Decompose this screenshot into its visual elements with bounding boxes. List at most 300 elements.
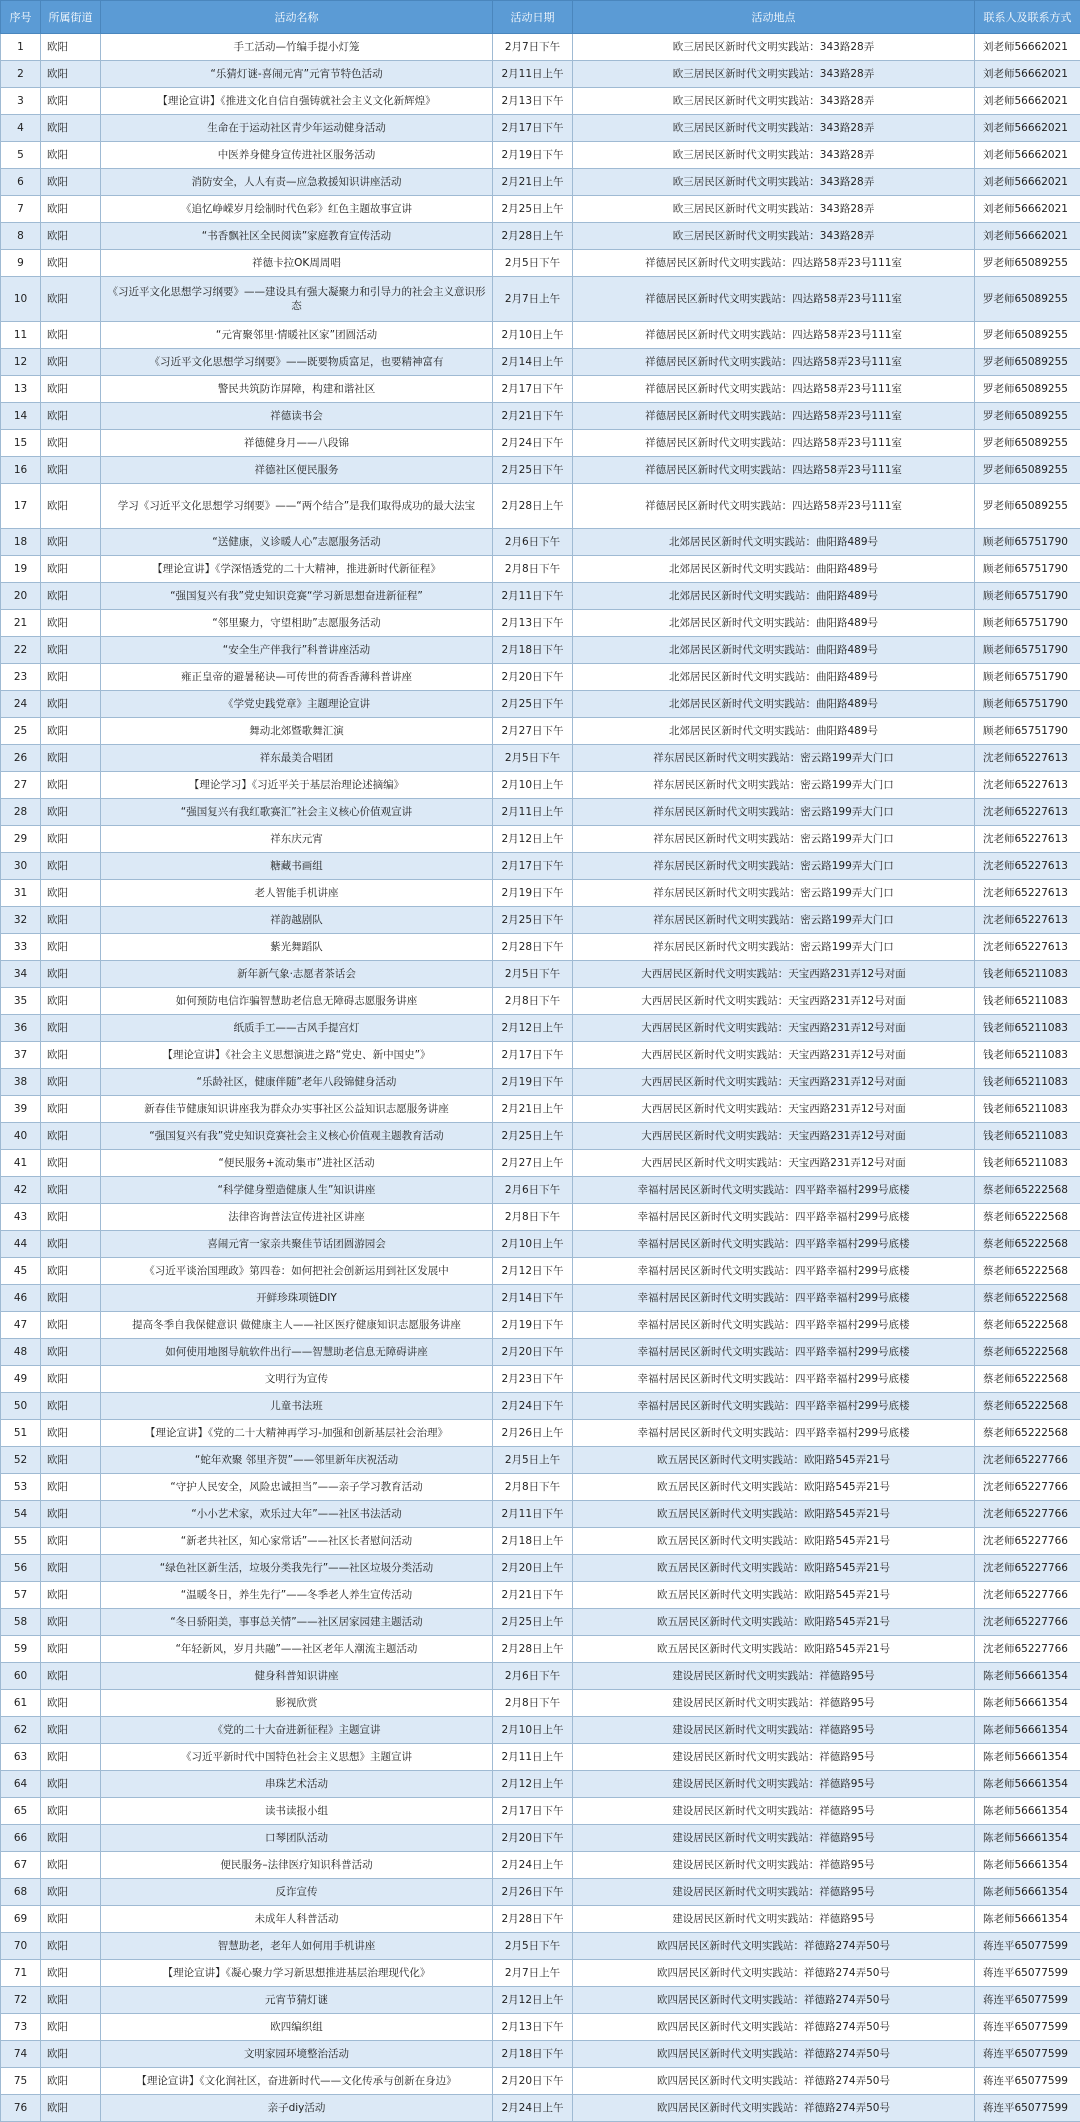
cell-activity-name: “科学健身塑造健康人生”知识讲座 — [101, 1177, 493, 1204]
table-row — [1, 1393, 1080, 1420]
cell-activity-date: 2月12日上午 — [493, 1987, 573, 2014]
cell-activity-date: 2月20日下午 — [493, 2068, 573, 2095]
cell-activity-location: 祥德居民区新时代文明实践站：四达路58弄23号111室 — [573, 250, 975, 277]
cell-activity-location: 幸福村居民区新时代文明实践站：四平路幸福村299号底楼 — [573, 1204, 975, 1231]
table-row — [1, 1825, 1080, 1852]
cell-activity-location: 北郊居民区新时代文明实践站：曲阳路489号 — [573, 637, 975, 664]
cell-street: 欧阳 — [41, 1636, 101, 1663]
cell-index: 66 — [1, 1825, 41, 1852]
cell-street: 欧阳 — [41, 1987, 101, 2014]
cell-street: 欧阳 — [41, 529, 101, 556]
cell-activity-location: 欧五居民区新时代文明实践站：欧阳路545弄21号 — [573, 1501, 975, 1528]
table-row — [1, 142, 1080, 169]
cell-street: 欧阳 — [41, 1906, 101, 1933]
cell-street: 欧阳 — [41, 1501, 101, 1528]
cell-activity-name: 雍正皇帝的避暑秘诀—可传世的荷香香薄科普讲座 — [101, 664, 493, 691]
table-row — [1, 556, 1080, 583]
cell-activity-location: 祥德居民区新时代文明实践站：四达路58弄23号111室 — [573, 403, 975, 430]
cell-contact: 蒋连平65077599 — [975, 1987, 1080, 2014]
cell-street: 欧阳 — [41, 1825, 101, 1852]
cell-street: 欧阳 — [41, 223, 101, 250]
cell-contact: 刘老师56662021 — [975, 115, 1080, 142]
cell-index: 36 — [1, 1015, 41, 1042]
cell-contact: 钱老师65211083 — [975, 1015, 1080, 1042]
table-row — [1, 718, 1080, 745]
table-row — [1, 610, 1080, 637]
cell-activity-name: 文明家园环境整治活动 — [101, 2041, 493, 2068]
cell-contact: 罗老师65089255 — [975, 250, 1080, 277]
cell-activity-name: 影视欣赏 — [101, 1690, 493, 1717]
cell-contact: 蒋连平65077599 — [975, 1933, 1080, 1960]
cell-activity-name: “元宵聚邻里·情暖社区家”团圆活动 — [101, 322, 493, 349]
cell-contact: 罗老师65089255 — [975, 349, 1080, 376]
cell-street: 欧阳 — [41, 115, 101, 142]
cell-activity-name: 糖藏书画组 — [101, 853, 493, 880]
cell-activity-location: 建设居民区新时代文明实践站：祥德路95号 — [573, 1690, 975, 1717]
cell-activity-date: 2月28日下午 — [493, 1906, 573, 1933]
cell-activity-location: 幸福村居民区新时代文明实践站：四平路幸福村299号底楼 — [573, 1312, 975, 1339]
cell-activity-location: 建设居民区新时代文明实践站：祥德路95号 — [573, 1906, 975, 1933]
cell-activity-location: 欧四居民区新时代文明实践站：祥德路274弄50号 — [573, 2068, 975, 2095]
table-row — [1, 1258, 1080, 1285]
cell-activity-date: 2月28日上午 — [493, 484, 573, 529]
cell-street: 欧阳 — [41, 1285, 101, 1312]
cell-contact: 沈老师65227613 — [975, 772, 1080, 799]
cell-activity-date: 2月11日上午 — [493, 799, 573, 826]
cell-activity-date: 2月18日上午 — [493, 1528, 573, 1555]
cell-index: 24 — [1, 691, 41, 718]
header-activity-date: 活动日期 — [493, 1, 573, 34]
table-row — [1, 1960, 1080, 1987]
cell-activity-name: 祥德社区便民服务 — [101, 457, 493, 484]
cell-activity-name: “强国复兴有我”党史知识竞赛社会主义核心价值观主题教育活动 — [101, 1123, 493, 1150]
cell-activity-location: 幸福村居民区新时代文明实践站：四平路幸福村299号底楼 — [573, 1420, 975, 1447]
cell-activity-name: 开鲜珍珠项链DIY — [101, 1285, 493, 1312]
cell-street: 欧阳 — [41, 1447, 101, 1474]
cell-index: 49 — [1, 1366, 41, 1393]
cell-contact: 沈老师65227766 — [975, 1447, 1080, 1474]
cell-activity-location: 欧五居民区新时代文明实践站：欧阳路545弄21号 — [573, 1636, 975, 1663]
table-row — [1, 1447, 1080, 1474]
cell-index: 1 — [1, 34, 41, 61]
cell-activity-name: 《习近平谈治国理政》第四卷：如何把社会创新运用到社区发展中 — [101, 1258, 493, 1285]
table-row — [1, 961, 1080, 988]
cell-street: 欧阳 — [41, 907, 101, 934]
cell-activity-date: 2月20日上午 — [493, 1555, 573, 1582]
cell-index: 63 — [1, 1744, 41, 1771]
table-row — [1, 1420, 1080, 1447]
cell-activity-name: 警民共筑防诈屏障，构建和谐社区 — [101, 376, 493, 403]
cell-activity-date: 2月12日下午 — [493, 1258, 573, 1285]
cell-activity-location: 祥东居民区新时代文明实践站：密云路199弄大门口 — [573, 772, 975, 799]
cell-activity-location: 欧四居民区新时代文明实践站：祥德路274弄50号 — [573, 2095, 975, 2122]
cell-index: 23 — [1, 664, 41, 691]
cell-contact: 顾老师65751790 — [975, 691, 1080, 718]
cell-street: 欧阳 — [41, 403, 101, 430]
cell-activity-date: 2月24日上午 — [493, 2095, 573, 2122]
cell-activity-name: 消防安全，人人有责—应急救援知识讲座活动 — [101, 169, 493, 196]
cell-activity-name: “强国复兴有我红歌赛汇”社会主义核心价值观宣讲 — [101, 799, 493, 826]
cell-index: 46 — [1, 1285, 41, 1312]
table-row — [1, 1933, 1080, 1960]
cell-index: 3 — [1, 88, 41, 115]
cell-contact: 蔡老师65222568 — [975, 1366, 1080, 1393]
cell-activity-location: 欧三居民区新时代文明实践站：343路28弄 — [573, 61, 975, 88]
table-row — [1, 403, 1080, 430]
cell-activity-name: “小小艺术家，欢乐过大年”——社区书法活动 — [101, 1501, 493, 1528]
table-row — [1, 322, 1080, 349]
table-row — [1, 853, 1080, 880]
cell-activity-date: 2月24日上午 — [493, 1852, 573, 1879]
table-row — [1, 349, 1080, 376]
cell-street: 欧阳 — [41, 556, 101, 583]
cell-activity-location: 祥德居民区新时代文明实践站：四达路58弄23号111室 — [573, 457, 975, 484]
cell-contact: 沈老师65227766 — [975, 1555, 1080, 1582]
cell-street: 欧阳 — [41, 1798, 101, 1825]
cell-contact: 沈老师65227613 — [975, 745, 1080, 772]
cell-index: 22 — [1, 637, 41, 664]
cell-index: 17 — [1, 484, 41, 529]
cell-street: 欧阳 — [41, 1717, 101, 1744]
cell-activity-name: 欧四编织组 — [101, 2014, 493, 2041]
cell-activity-location: 幸福村居民区新时代文明实践站：四平路幸福村299号底楼 — [573, 1366, 975, 1393]
cell-index: 70 — [1, 1933, 41, 1960]
cell-activity-location: 欧三居民区新时代文明实践站：343路28弄 — [573, 223, 975, 250]
cell-street: 欧阳 — [41, 772, 101, 799]
cell-index: 43 — [1, 1204, 41, 1231]
cell-activity-name: 祥德卡拉OK周周唱 — [101, 250, 493, 277]
cell-activity-location: 欧五居民区新时代文明实践站：欧阳路545弄21号 — [573, 1582, 975, 1609]
table-row — [1, 637, 1080, 664]
cell-activity-location: 祥东居民区新时代文明实践站：密云路199弄大门口 — [573, 799, 975, 826]
cell-activity-name: 如何使用地图导航软件出行——智慧助老信息无障碍讲座 — [101, 1339, 493, 1366]
cell-contact: 刘老师56662021 — [975, 34, 1080, 61]
cell-index: 39 — [1, 1096, 41, 1123]
cell-contact: 沈老师65227766 — [975, 1474, 1080, 1501]
cell-activity-location: 欧四居民区新时代文明实践站：祥德路274弄50号 — [573, 2041, 975, 2068]
table-row — [1, 1501, 1080, 1528]
cell-activity-name: 读书读报小组 — [101, 1798, 493, 1825]
cell-contact: 顾老师65751790 — [975, 529, 1080, 556]
cell-index: 53 — [1, 1474, 41, 1501]
table-row — [1, 1717, 1080, 1744]
cell-activity-date: 2月27日上午 — [493, 1150, 573, 1177]
cell-index: 35 — [1, 988, 41, 1015]
table-row — [1, 1744, 1080, 1771]
cell-contact: 蒋连平65077599 — [975, 1960, 1080, 1987]
cell-activity-location: 祥东居民区新时代文明实践站：密云路199弄大门口 — [573, 934, 975, 961]
cell-street: 欧阳 — [41, 1015, 101, 1042]
cell-street: 欧阳 — [41, 799, 101, 826]
cell-activity-location: 大西居民区新时代文明实践站：天宝西路231弄12号对面 — [573, 961, 975, 988]
cell-activity-location: 祥德居民区新时代文明实践站：四达路58弄23号111室 — [573, 277, 975, 322]
cell-activity-name: 提高冬季自我保健意识 做健康主人——社区医疗健康知识志愿服务讲座 — [101, 1312, 493, 1339]
cell-index: 64 — [1, 1771, 41, 1798]
cell-street: 欧阳 — [41, 1528, 101, 1555]
cell-activity-date: 2月5日上午 — [493, 1447, 573, 1474]
table-row — [1, 196, 1080, 223]
cell-activity-name: 《习近平新时代中国特色社会主义思想》主题宣讲 — [101, 1744, 493, 1771]
cell-activity-date: 2月7日上午 — [493, 1960, 573, 1987]
table-row — [1, 1582, 1080, 1609]
cell-street: 欧阳 — [41, 1420, 101, 1447]
cell-activity-location: 祥德居民区新时代文明实践站：四达路58弄23号111室 — [573, 376, 975, 403]
cell-activity-date: 2月8日下午 — [493, 1474, 573, 1501]
cell-contact: 钱老师65211083 — [975, 1096, 1080, 1123]
cell-activity-date: 2月25日下午 — [493, 907, 573, 934]
cell-contact: 蔡老师65222568 — [975, 1204, 1080, 1231]
cell-activity-location: 欧五居民区新时代文明实践站：欧阳路545弄21号 — [573, 1528, 975, 1555]
cell-activity-date: 2月11日上午 — [493, 61, 573, 88]
cell-contact: 沈老师65227766 — [975, 1636, 1080, 1663]
cell-street: 欧阳 — [41, 1258, 101, 1285]
cell-activity-date: 2月19日下午 — [493, 1069, 573, 1096]
cell-activity-date: 2月5日下午 — [493, 250, 573, 277]
cell-contact: 罗老师65089255 — [975, 403, 1080, 430]
cell-contact: 陈老师56661354 — [975, 1717, 1080, 1744]
cell-street: 欧阳 — [41, 1744, 101, 1771]
cell-index: 6 — [1, 169, 41, 196]
cell-activity-name: “温暖冬日，养生先行”——冬季老人养生宣传活动 — [101, 1582, 493, 1609]
cell-contact: 沈老师65227613 — [975, 880, 1080, 907]
cell-activity-name: “便民服务+流动集市”进社区活动 — [101, 1150, 493, 1177]
cell-index: 18 — [1, 529, 41, 556]
cell-street: 欧阳 — [41, 1663, 101, 1690]
table-header — [1, 1, 1080, 34]
cell-contact: 钱老师65211083 — [975, 1042, 1080, 1069]
cell-activity-date: 2月6日下午 — [493, 529, 573, 556]
cell-street: 欧阳 — [41, 349, 101, 376]
table-row — [1, 772, 1080, 799]
cell-index: 25 — [1, 718, 41, 745]
cell-activity-name: 健身科普知识讲座 — [101, 1663, 493, 1690]
cell-index: 45 — [1, 1258, 41, 1285]
cell-contact: 沈老师65227766 — [975, 1582, 1080, 1609]
cell-contact: 蒋连平65077599 — [975, 2041, 1080, 2068]
cell-contact: 沈老师65227613 — [975, 799, 1080, 826]
cell-activity-location: 欧三居民区新时代文明实践站：343路28弄 — [573, 115, 975, 142]
cell-activity-name: “安全生产伴我行”科普讲座活动 — [101, 637, 493, 664]
cell-activity-date: 2月8日下午 — [493, 1204, 573, 1231]
cell-index: 47 — [1, 1312, 41, 1339]
cell-contact: 刘老师56662021 — [975, 196, 1080, 223]
cell-activity-location: 祥东居民区新时代文明实践站：密云路199弄大门口 — [573, 826, 975, 853]
table-row — [1, 1987, 1080, 2014]
cell-street: 欧阳 — [41, 1096, 101, 1123]
table-row — [1, 1906, 1080, 1933]
table-row — [1, 1798, 1080, 1825]
cell-activity-date: 2月25日下午 — [493, 691, 573, 718]
cell-contact: 刘老师56662021 — [975, 88, 1080, 115]
cell-activity-name: 【理论宣讲】《党的二十大精神再学习-加强和创新基层社会治理》 — [101, 1420, 493, 1447]
cell-activity-date: 2月26日上午 — [493, 1420, 573, 1447]
cell-activity-date: 2月10日上午 — [493, 1717, 573, 1744]
cell-contact: 钱老师65211083 — [975, 1123, 1080, 1150]
cell-index: 30 — [1, 853, 41, 880]
cell-activity-date: 2月17日下午 — [493, 115, 573, 142]
cell-contact: 陈老师56661354 — [975, 1852, 1080, 1879]
cell-activity-date: 2月13日下午 — [493, 88, 573, 115]
header-index: 序号 — [1, 1, 41, 34]
cell-activity-date: 2月20日下午 — [493, 1339, 573, 1366]
table-row — [1, 529, 1080, 556]
cell-street: 欧阳 — [41, 691, 101, 718]
cell-activity-date: 2月17日下午 — [493, 1042, 573, 1069]
cell-activity-name: 老人智能手机讲座 — [101, 880, 493, 907]
cell-activity-name: 法律咨询普法宣传进社区讲座 — [101, 1204, 493, 1231]
cell-activity-location: 北郊居民区新时代文明实践站：曲阳路489号 — [573, 664, 975, 691]
cell-street: 欧阳 — [41, 322, 101, 349]
cell-activity-name: 紫光舞蹈队 — [101, 934, 493, 961]
cell-street: 欧阳 — [41, 1150, 101, 1177]
header-activity-location: 活动地点 — [573, 1, 975, 34]
cell-contact: 蔡老师65222568 — [975, 1177, 1080, 1204]
cell-activity-date: 2月25日上午 — [493, 196, 573, 223]
table-row — [1, 2014, 1080, 2041]
cell-activity-location: 幸福村居民区新时代文明实践站：四平路幸福村299号底楼 — [573, 1285, 975, 1312]
cell-activity-name: 《习近平文化思想学习纲要》——既要物质富足，也要精神富有 — [101, 349, 493, 376]
cell-index: 21 — [1, 610, 41, 637]
cell-activity-date: 2月28日上午 — [493, 223, 573, 250]
cell-activity-name: 祥东最美合唱团 — [101, 745, 493, 772]
cell-activity-date: 2月6日下午 — [493, 1177, 573, 1204]
cell-street: 欧阳 — [41, 277, 101, 322]
cell-activity-date: 2月25日上午 — [493, 1123, 573, 1150]
table-row — [1, 583, 1080, 610]
cell-activity-name: 智慧助老，老年人如何用手机讲座 — [101, 1933, 493, 1960]
cell-street: 欧阳 — [41, 1771, 101, 1798]
cell-index: 26 — [1, 745, 41, 772]
cell-activity-location: 欧五居民区新时代文明实践站：欧阳路545弄21号 — [573, 1555, 975, 1582]
cell-activity-name: 【理论宣讲】《推进文化自信自强铸就社会主义文化新辉煌》 — [101, 88, 493, 115]
cell-activity-date: 2月25日上午 — [493, 1609, 573, 1636]
table-row — [1, 880, 1080, 907]
cell-index: 37 — [1, 1042, 41, 1069]
cell-index: 51 — [1, 1420, 41, 1447]
cell-activity-location: 欧四居民区新时代文明实践站：祥德路274弄50号 — [573, 1987, 975, 2014]
cell-activity-name: 祥东庆元宵 — [101, 826, 493, 853]
cell-activity-name: 便民服务–法律医疗知识科普活动 — [101, 1852, 493, 1879]
cell-activity-location: 祥东居民区新时代文明实践站：密云路199弄大门口 — [573, 880, 975, 907]
cell-activity-date: 2月13日下午 — [493, 610, 573, 637]
cell-street: 欧阳 — [41, 376, 101, 403]
cell-street: 欧阳 — [41, 583, 101, 610]
cell-street: 欧阳 — [41, 88, 101, 115]
cell-contact: 蒋连平65077599 — [975, 2068, 1080, 2095]
cell-contact: 沈老师65227766 — [975, 1501, 1080, 1528]
cell-contact: 沈老师65227613 — [975, 826, 1080, 853]
table-row — [1, 1771, 1080, 1798]
table-row — [1, 1150, 1080, 1177]
cell-index: 5 — [1, 142, 41, 169]
cell-index: 29 — [1, 826, 41, 853]
cell-activity-date: 2月8日下午 — [493, 556, 573, 583]
table-row — [1, 430, 1080, 457]
cell-contact: 罗老师65089255 — [975, 277, 1080, 322]
cell-contact: 钱老师65211083 — [975, 1069, 1080, 1096]
cell-activity-date: 2月26日下午 — [493, 1879, 573, 1906]
cell-contact: 刘老师56662021 — [975, 61, 1080, 88]
header-street: 所属街道 — [41, 1, 101, 34]
cell-activity-location: 建设居民区新时代文明实践站：祥德路95号 — [573, 1771, 975, 1798]
cell-street: 欧阳 — [41, 2095, 101, 2122]
cell-contact: 陈老师56661354 — [975, 1744, 1080, 1771]
cell-activity-name: 新春佳节健康知识讲座我为群众办实事社区公益知识志愿服务讲座 — [101, 1096, 493, 1123]
cell-activity-location: 大西居民区新时代文明实践站：天宝西路231弄12号对面 — [573, 988, 975, 1015]
table-row — [1, 484, 1080, 529]
cell-activity-location: 祥德居民区新时代文明实践站：四达路58弄23号111室 — [573, 430, 975, 457]
cell-contact: 罗老师65089255 — [975, 457, 1080, 484]
cell-street: 欧阳 — [41, 1366, 101, 1393]
table-row — [1, 1231, 1080, 1258]
cell-activity-name: 《追忆峥嵘岁月绘制时代色彩》红色主题故事宣讲 — [101, 196, 493, 223]
cell-activity-date: 2月21日上午 — [493, 169, 573, 196]
cell-index: 33 — [1, 934, 41, 961]
cell-activity-location: 幸福村居民区新时代文明实践站：四平路幸福村299号底楼 — [573, 1393, 975, 1420]
table-row — [1, 934, 1080, 961]
cell-activity-date: 2月19日下午 — [493, 1312, 573, 1339]
cell-index: 61 — [1, 1690, 41, 1717]
cell-street: 欧阳 — [41, 1339, 101, 1366]
cell-contact: 沈老师65227613 — [975, 853, 1080, 880]
cell-activity-location: 建设居民区新时代文明实践站：祥德路95号 — [573, 1663, 975, 1690]
header-contact: 联系人及联系方式 — [975, 1, 1080, 34]
cell-street: 欧阳 — [41, 1177, 101, 1204]
cell-activity-location: 建设居民区新时代文明实践站：祥德路95号 — [573, 1825, 975, 1852]
table-row — [1, 1474, 1080, 1501]
table-body — [1, 34, 1080, 2122]
table-row — [1, 277, 1080, 322]
cell-activity-location: 欧五居民区新时代文明实践站：欧阳路545弄21号 — [573, 1609, 975, 1636]
cell-activity-location: 欧四居民区新时代文明实践站：祥德路274弄50号 — [573, 2014, 975, 2041]
table-row — [1, 1690, 1080, 1717]
cell-activity-date: 2月20日下午 — [493, 664, 573, 691]
cell-street: 欧阳 — [41, 1393, 101, 1420]
cell-street: 欧阳 — [41, 1879, 101, 1906]
cell-index: 54 — [1, 1501, 41, 1528]
cell-activity-location: 北郊居民区新时代文明实践站：曲阳路489号 — [573, 529, 975, 556]
cell-index: 69 — [1, 1906, 41, 1933]
cell-index: 65 — [1, 1798, 41, 1825]
cell-activity-name: 祥韵越剧队 — [101, 907, 493, 934]
cell-activity-location: 祥东居民区新时代文明实践站：密云路199弄大门口 — [573, 745, 975, 772]
cell-index: 57 — [1, 1582, 41, 1609]
cell-index: 7 — [1, 196, 41, 223]
cell-activity-date: 2月6日下午 — [493, 1663, 573, 1690]
cell-activity-location: 欧四居民区新时代文明实践站：祥德路274弄50号 — [573, 1960, 975, 1987]
cell-activity-name: 《习近平文化思想学习纲要》——建设具有强大凝聚力和引导力的社会主义意识形态 — [101, 277, 493, 322]
table-row — [1, 1366, 1080, 1393]
table-row — [1, 376, 1080, 403]
cell-contact: 刘老师56662021 — [975, 169, 1080, 196]
cell-activity-date: 2月7日上午 — [493, 277, 573, 322]
cell-index: 48 — [1, 1339, 41, 1366]
cell-activity-date: 2月25日下午 — [493, 457, 573, 484]
cell-activity-location: 欧三居民区新时代文明实践站：343路28弄 — [573, 88, 975, 115]
cell-contact: 陈老师56661354 — [975, 1825, 1080, 1852]
cell-activity-name: 舞动北郊暨歌舞汇演 — [101, 718, 493, 745]
header-activity-name: 活动名称 — [101, 1, 493, 34]
cell-activity-date: 2月17日下午 — [493, 376, 573, 403]
cell-index: 9 — [1, 250, 41, 277]
cell-activity-name: “新老共社区，知心家常话”——社区长者慰问活动 — [101, 1528, 493, 1555]
cell-activity-date: 2月24日下午 — [493, 430, 573, 457]
cell-contact: 陈老师56661354 — [975, 1663, 1080, 1690]
cell-activity-name: 纸质手工——古风手提宫灯 — [101, 1015, 493, 1042]
cell-activity-date: 2月11日下午 — [493, 583, 573, 610]
cell-contact: 陈老师56661354 — [975, 1690, 1080, 1717]
cell-street: 欧阳 — [41, 1123, 101, 1150]
